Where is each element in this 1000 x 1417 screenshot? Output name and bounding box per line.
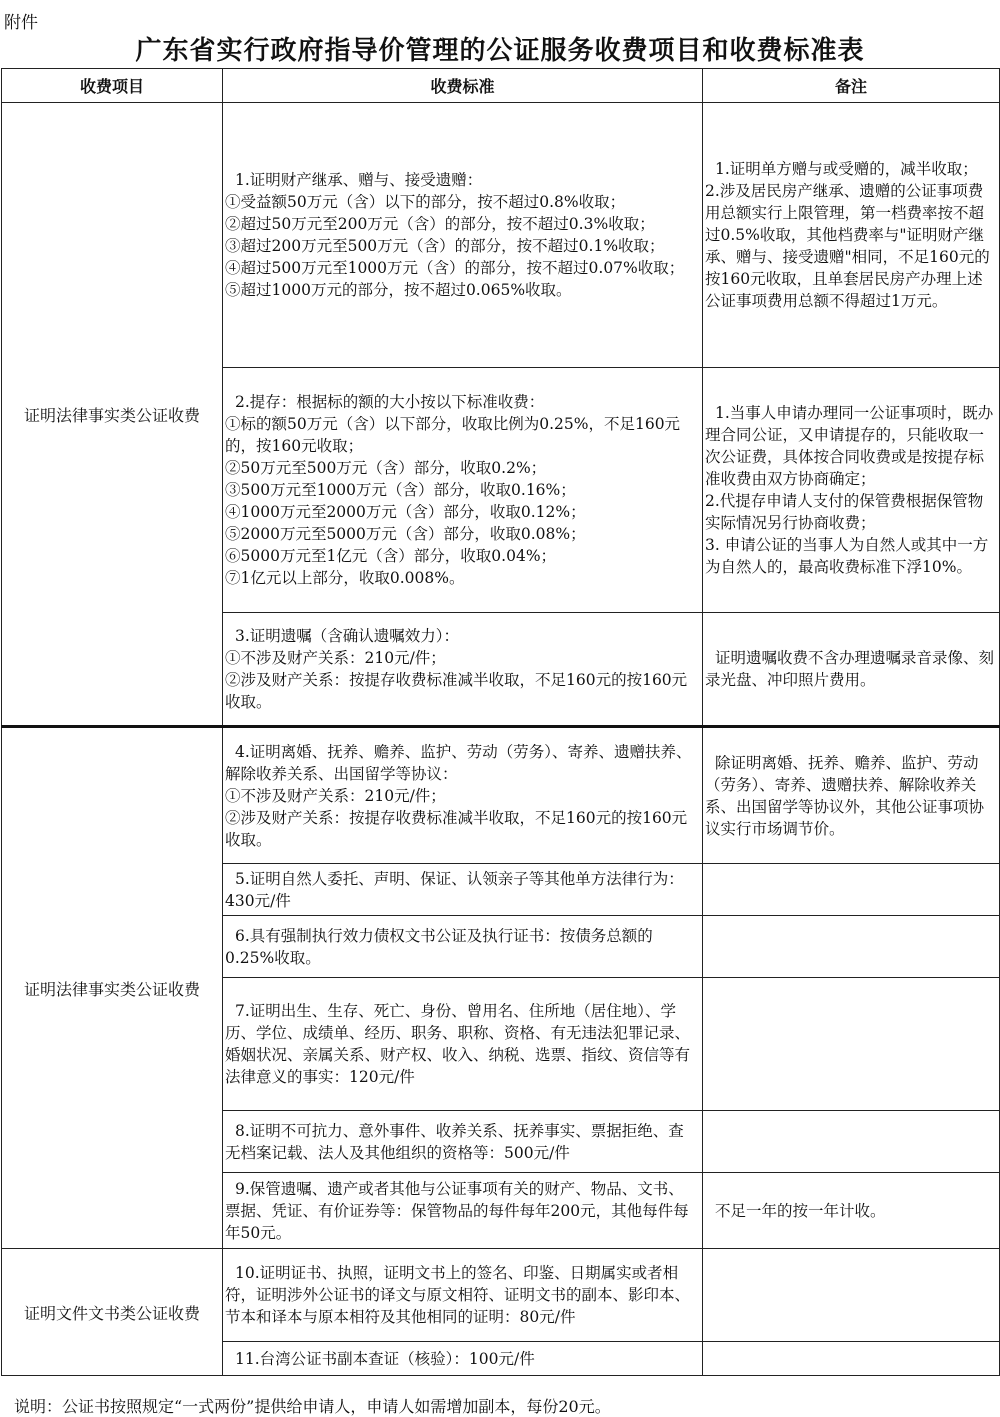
table-row <box>2 727 1000 864</box>
remark-cell <box>703 916 1000 978</box>
remark-cell <box>703 978 1000 1111</box>
standard-line: ⑤超过1000万元的部分，按不超过0.065%收取。 <box>225 281 572 299</box>
header-item: 收费项目 <box>2 69 223 103</box>
standard-line: ①受益额50万元（含）以下的部分，按不超过0.8%收取； <box>225 193 626 211</box>
remark-cell <box>703 1111 1000 1173</box>
remark-line: 2.代提存申请人支付的保管费根据保管物实际情况另行协商收费； <box>705 492 984 532</box>
header-remark: 备注 <box>703 69 1000 103</box>
standard-line: 6.具有强制执行效力债权文书公证及执行证书：按债务总额的0.25%收取。 <box>225 926 653 967</box>
standard-line: ②涉及财产关系：按提存收费标准减半收取，不足160元的按160元收取。 <box>225 671 688 711</box>
remark-cell <box>703 1249 1000 1342</box>
remark-cell <box>703 103 1000 368</box>
standard-line: 10.证明证书、执照，证明文书上的签名、印鉴、日期属实或者相符，证明涉外公证书的译文与原文相符、证明文书的副本、影印本、节本和译本与原本相符及其他相同的证明：80元/件 <box>225 1264 691 1326</box>
standard-line: 9.保管遗嘱、遗产或者其他与公证事项有关的财产、物品、文书、票据、凭证、有价证券等：保管物品的每件每年200元，其他每件每年50元。 <box>225 1179 689 1242</box>
standard-line: ④1000万元至2000万元（含）部分，收取0.12%； <box>225 503 586 521</box>
standard-line: 3.证明遗嘱（含确认遗嘱效力）： <box>235 627 460 645</box>
standard-line: 11.台湾公证书副本查证（核验）：100元/件 <box>235 1349 535 1368</box>
standard-cell <box>223 864 703 916</box>
standard-line: 8.证明不可抗力、意外事件、收养关系、抚养事实、票据拒绝、查无档案记载、法人及其他组织的资格等：500元/件 <box>225 1121 684 1162</box>
header-standard: 收费标准 <box>223 69 703 103</box>
remark-line: 1.当事人申请办理同一公证事项时，既办理合同公证，又申请提存的，只能收取一次公证费，具体按合同收费或是按提存标准收费由双方协商确定； <box>705 404 994 488</box>
standard-cell <box>223 916 703 978</box>
remark-line: 2.涉及居民房产继承、遗赠的公证事项费用总额实行上限管理，第一档费率按不超过0.5%收取，其他档费率与"证明财产继承、赠与、接受遗赠"相同，不足160元的按160元收取，且单套居民房产办理上述公证事项费用总额不得超过1万元。 <box>705 182 990 310</box>
standard-cell <box>223 1342 703 1376</box>
standard-line: ①不涉及财产关系：210元/件； <box>225 786 446 805</box>
remark-cell <box>703 727 1000 864</box>
table-row <box>2 103 1000 368</box>
remark-line: 除证明离婚、抚养、赡养、监护、劳动（劳务）、寄养、遗赠扶养、解除收养关系、出国留学等协议外，其他公证事项协议实行市场调节价。 <box>705 753 985 838</box>
remark-line: 3. 申请公证的当事人为自然人或其中一方为自然人的，最高收费标准下浮10%。 <box>705 536 989 576</box>
standard-line: ⑤2000万元至5000万元（含）部分，收取0.08%； <box>225 525 586 543</box>
table-row <box>2 1249 1000 1342</box>
standard-line: ③500万元至1000万元（含）部分，收取0.16%； <box>225 481 576 499</box>
remark-line: 不足一年的按一年计收。 <box>715 1201 886 1220</box>
remark-line: 证明遗嘱收费不含办理遗嘱录音录像、刻录光盘、冲印照片费用。 <box>705 649 995 689</box>
standard-cell <box>223 727 703 864</box>
standard-line: ②50万元至500万元（含）部分，收取0.2%； <box>225 459 547 477</box>
attachment-label: 附件 <box>4 13 38 33</box>
standard-line: ②涉及财产关系：按提存收费标准减半收取，不足160元的按160元收取。 <box>225 808 688 849</box>
remark-cell <box>703 864 1000 916</box>
remark-cell <box>703 613 1000 727</box>
standard-line: 2.提存：根据标的额的大小按以下标准收费： <box>235 393 545 411</box>
standard-cell <box>223 1249 703 1342</box>
remark-cell <box>703 368 1000 613</box>
standard-cell <box>223 1173 703 1249</box>
standard-line: 4.证明离婚、抚养、赡养、监护、劳动（劳务）、寄养、遗赠扶养、解除收养关系、出国留学等协议： <box>225 742 692 783</box>
remark-line: 1.证明单方赠与或受赠的，减半收取； <box>715 160 978 178</box>
standard-line: 7.证明出生、生存、死亡、身份、曾用名、住所地（居住地）、学历、学位、成绩单、经历、职务、职称、资格、有无违法犯罪记录、婚姻状况、亲属关系、财产权、收入、纳税、选票、指纹、资信等有法律意义的事实：120元/件 <box>225 1002 691 1086</box>
standard-line: ⑥5000万元至1亿元（含）部分，收取0.04%； <box>225 547 557 565</box>
standard-line: 1.证明财产继承、赠与、接受遗赠： <box>235 171 483 189</box>
standard-line: ②超过50万元至200万元（含）的部分，按不超过0.3%收取； <box>225 215 655 233</box>
standard-line: ①标的额50万元（含）以下部分，收取比例为0.25%，不足160元的，按160元收取； <box>225 415 681 455</box>
standard-cell <box>223 103 703 368</box>
standard-cell <box>223 368 703 613</box>
footnote: 说明：公证书按照规定“一式两份”提供给申请人，申请人如需增加副本，每份20元。 <box>14 1397 611 1416</box>
standard-cell <box>223 978 703 1111</box>
category-cell: 证明法律事实类公证收费 <box>2 727 223 1249</box>
standard-cell <box>223 613 703 727</box>
page-title: 广东省实行政府指导价管理的公证服务收费项目和收费标准表 <box>135 36 865 66</box>
standard-line: ⑦1亿元以上部分，收取0.008%。 <box>225 569 465 587</box>
fee-table <box>1 68 1000 1376</box>
category-cell: 证明文件文书类公证收费 <box>2 1249 223 1376</box>
standard-line: ①不涉及财产关系：210元/件； <box>225 649 446 667</box>
category-cell: 证明法律事实类公证收费 <box>2 103 223 727</box>
standard-line: ③超过200万元至500万元（含）的部分，按不超过0.1%收取； <box>225 237 665 255</box>
table-header-row <box>2 69 1000 103</box>
standard-line: 5.证明自然人委托、声明、保证、认领亲子等其他单方法律行为：430元/件 <box>225 869 684 910</box>
standard-line: ④超过500万元至1000万元（含）的部分，按不超过0.07%收取； <box>225 259 685 277</box>
remark-cell <box>703 1342 1000 1376</box>
standard-cell <box>223 1111 703 1173</box>
remark-cell <box>703 1173 1000 1249</box>
